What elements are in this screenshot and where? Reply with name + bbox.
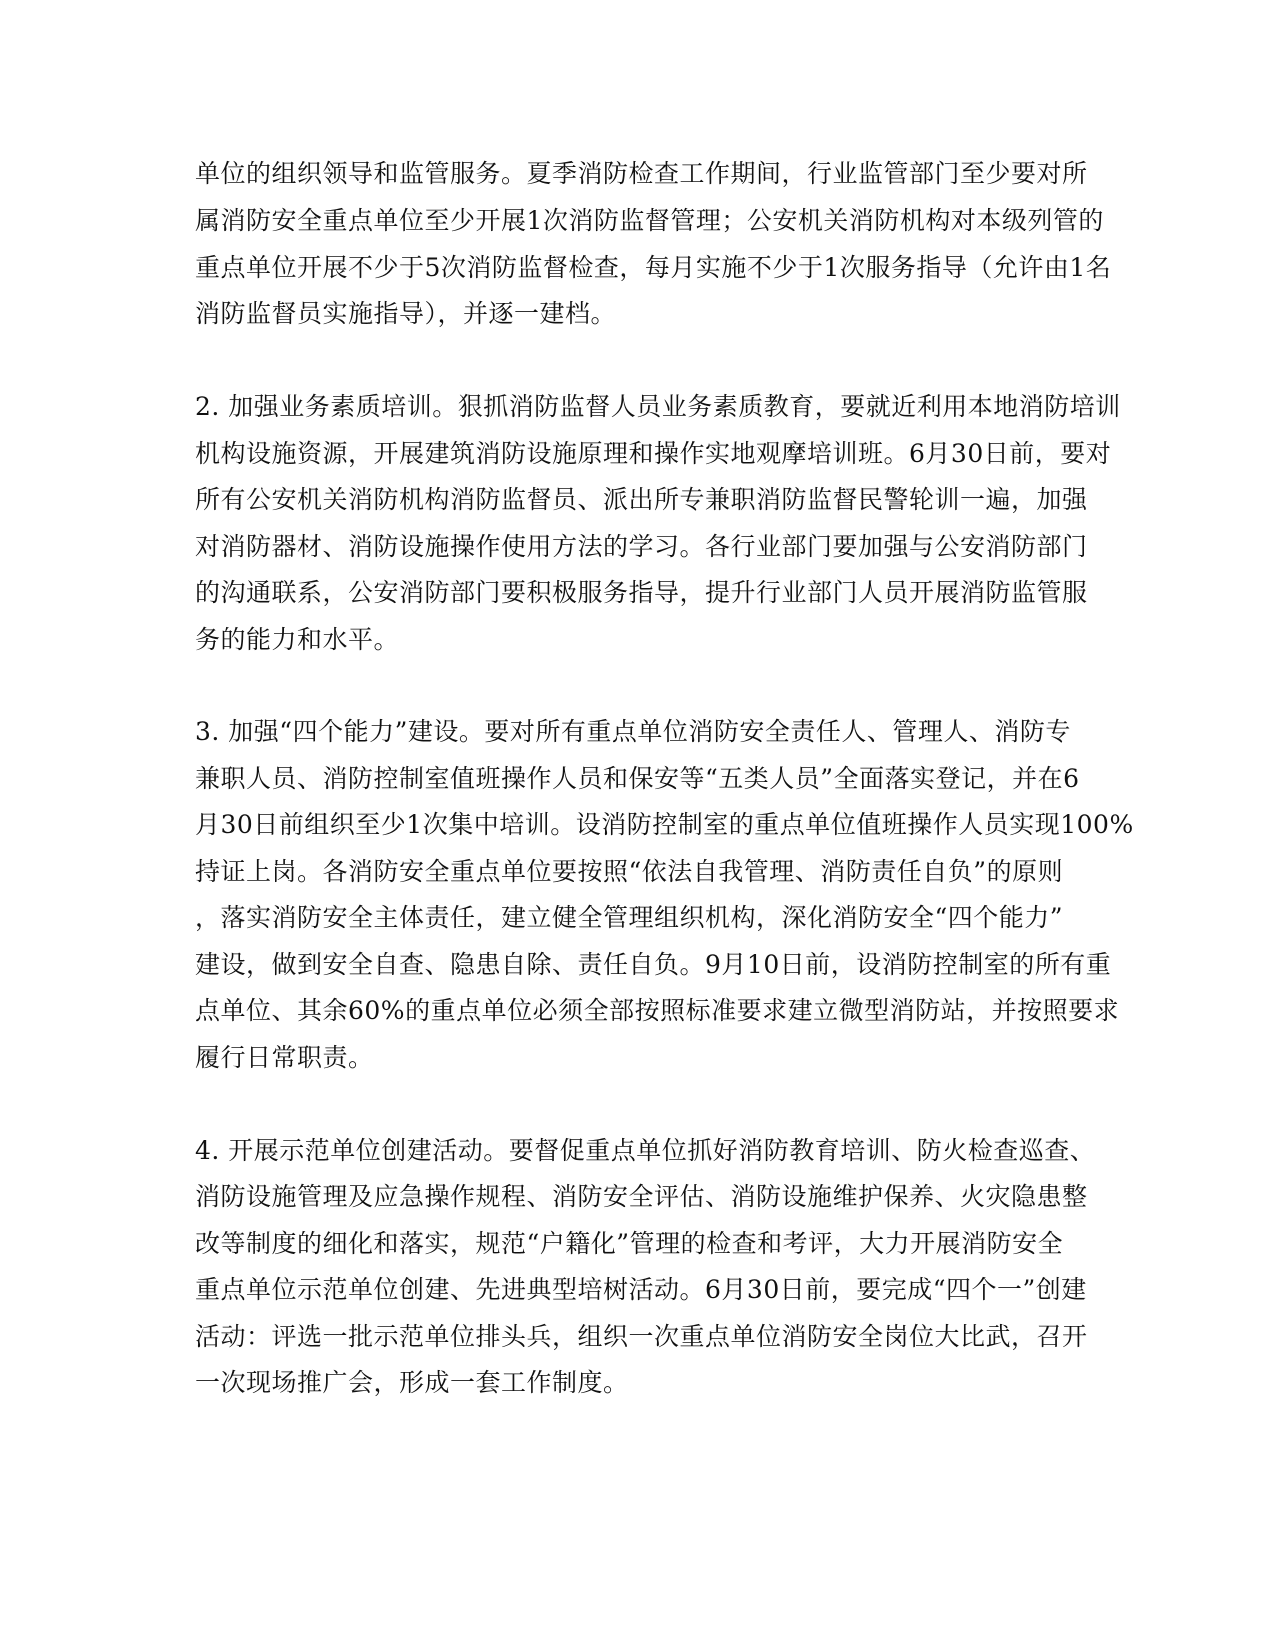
paragraph-4-line-2: 消防设施管理及应急操作规程、消防安全评估、消防设施维护保养、火灾隐患整 xyxy=(195,1182,1088,1211)
paragraph-4-line-6: 一次现场推广会，形成一套工作制度。 xyxy=(195,1368,629,1397)
paragraph-3-line-6: 建设，做到安全自查、隐患自除、责任自负。9月10日前，设消防控制室的所有重 xyxy=(195,950,1112,979)
paragraph-4-line-3: 改等制度的细化和落实，规范“户籍化”管理的检查和考评，大力开展消防安全 xyxy=(195,1229,1064,1258)
paragraph-2-line-3: 所有公安机关消防机构消防监督员、派出所专兼职消防监督民警轮训一遍，加强 xyxy=(195,485,1088,514)
paragraph-3-line-5: ，落实消防安全主体责任，建立健全管理组织机构，深化消防安全“四个能力” xyxy=(195,903,1064,932)
paragraph-4-line-5: 活动：评选一批示范单位排头兵，组织一次重点单位消防安全岗位大比武，召开 xyxy=(195,1322,1088,1351)
paragraph-2-line-1: 2. 加强业务素质培训。狠抓消防监督人员业务素质教育，要就近利用本地消防培训 xyxy=(195,392,1121,421)
paragraph-1-line-2: 属消防安全重点单位至少开展1次消防监督管理；公安机关消防机构对本级列管的 xyxy=(195,206,1104,235)
paragraph-3-line-7: 点单位、其余60%的重点单位必须全部按照标准要求建立微型消防站，并按照要求 xyxy=(195,996,1120,1025)
paragraph-1-line-1: 单位的组织领导和监管服务。夏季消防检查工作期间，行业监管部门至少要对所 xyxy=(195,159,1088,188)
paragraph-3-line-3: 月30日前组织至少1次集中培训。设消防控制室的重点单位值班操作人员实现100% xyxy=(195,810,1134,839)
paragraph-2-line-6: 务的能力和水平。 xyxy=(195,625,400,654)
paragraph-4-line-4: 重点单位示范单位创建、先进典型培树活动。6月30日前，要完成“四个一”创建 xyxy=(195,1275,1087,1304)
paragraph-1-line-4: 消防监督员实施指导），并逐一建档。 xyxy=(195,299,617,328)
paragraph-3-line-1: 3. 加强“四个能力”建设。要对所有重点单位消防安全责任人、管理人、消防专 xyxy=(195,717,1071,746)
paragraph-1-line-3: 重点单位开展不少于5次消防监督检查，每月实施不少于1次服务指导（允许由1名 xyxy=(195,253,1112,282)
paragraph-3-line-8: 履行日常职责。 xyxy=(195,1043,374,1072)
paragraph-4-line-1: 4. 开展示范单位创建活动。要督促重点单位抓好消防教育培训、防火检查巡查、 xyxy=(195,1136,1096,1165)
paragraph-2-line-2: 机构设施资源，开展建筑消防设施原理和操作实地观摩培训班。6月30日前，要对 xyxy=(195,439,1112,468)
paragraph-3-line-2: 兼职人员、消防控制室值班操作人员和保安等“五类人员”全面落实登记，并在6 xyxy=(195,764,1080,793)
paragraph-2-line-5: 的沟通联系，公安消防部门要积极服务指导，提升行业部门人员开展消防监管服 xyxy=(195,578,1088,607)
paragraph-3-line-4: 持证上岗。各消防安全重点单位要按照“依法自我管理、消防责任自负”的原则 xyxy=(195,857,1064,886)
paragraph-2-line-4: 对消防器材、消防设施操作使用方法的学习。各行业部门要加强与公安消防部门 xyxy=(195,532,1088,561)
